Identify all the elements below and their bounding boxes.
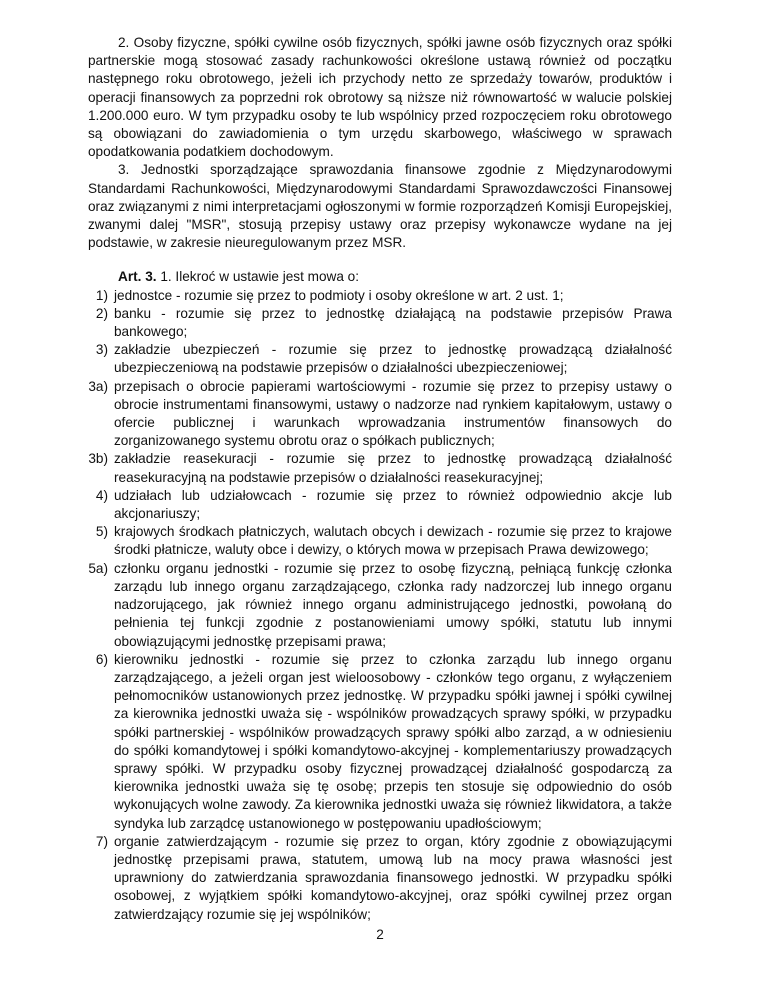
list-item-text: organie zatwierdzającym - rozumie się przez to organ, który zgodnie z obowiązującymi jednostkę przepisami prawa, statutem, umową lub na mocy prawa własności jest uprawniony do zatwierdzania sprawozdania finansowego jednostki. W przypadku spółki osobowej, z wyjątkiem spółki komandytowo-akcyjnej, oraz spółki cywilnej przez organ zatwierdzający rozumie się jej wspólników;: [114, 833, 672, 922]
list-item: [88, 305, 672, 341]
list-item-text: jednostce - rozumie się przez to podmioty i osoby określone w art. 2 ust. 1;: [114, 287, 564, 303]
list-item: [88, 378, 672, 451]
list-item-number: 3a): [88, 378, 108, 394]
list-item-number: 3): [95, 342, 108, 358]
list-item-text: krajowych środkach płatniczych, walutach obcych i dewizach - rozumie się przez to krajowe środki płatnicze, waluty obce i dewizy, o których mowa w przepisach Prawa dewizowego;: [114, 524, 672, 558]
list-item: [88, 450, 672, 486]
list-item: [88, 341, 672, 377]
paragraph-2: 2. Osoby fizyczne, spółki cywilne osób fizycznych, spółki jawne osób fizycznych oraz spółki partnerskie mogą stosować zasady rachunkowości określone ustawą również od początku następnego roku obrotowego, jeżeli ich przychody netto ze sprzedaży towarów, produktów i operacji finansowych za poprzedni rok obrotowy są niższe niż równowartość w walucie polskiej 1.200.000 euro. W tym przypadku osoby te lub wspólnicy przed rozpoczęciem roku obrotowego są obowiązani do zawiadomienia o tym urzędu skarbowego, właściwego w sprawach opodatkowania podatkiem dochodowym.: [88, 35, 672, 160]
list-item-text: zakładzie ubezpieczeń - rozumie się przez to jednostkę prowadzącą działalność ubezpieczeniową na podstawie przepisów o działalności ubezpieczeniowej;: [114, 342, 672, 376]
list-item-number: 5a): [88, 560, 108, 576]
list-item-number: 6): [95, 651, 108, 667]
list-item-text: kierowniku jednostki - rozumie się przez to członka zarządu lub innego organu zarządzającego, a jeżeli organ jest wieloosobowy - członków tego organu, z wyłączeniem pełnomocników ustanowionych przez jednostkę. W przypadku spółki jawnej i spółki cywilnej za kierownika jednostki uważa się - wspólników prowadzących sprawy spółki, w przypadku spółki partnerskiej - wspólników prowadzących sprawy spółki albo zarząd, a w odniesieniu do spółki komandytowej i spółki komandytowo-akcyjnej - komplementariuszy prowadzących sprawy spółki. W przypadku osoby fizycznej prowadzącej działalność gospodarczą za kierownika jednostki uważa się tę osobę; przepis ten stosuje się odpowiednio do osób wykonujących wolne zawody. Za kierownika jednostki uważa się również likwidatora, a także syndyka lub zarządcę ustanowionego w postępowaniu upadłościowym;: [114, 651, 672, 831]
article-label: Art. 3.: [118, 269, 157, 285]
page-number: 2: [376, 927, 384, 942]
list-item-number: 2): [95, 305, 108, 321]
list-item-number: 7): [95, 833, 108, 849]
list-item-text: przepisach o obrocie papierami wartościowymi - rozumie się przez to przepisy ustawy o obrocie instrumentami finansowymi, ustawy o nadzorze nad rynkiem kapitałowym, ustawy o ofercie publicznej i warunkach wprowadzania instrumentów finansowych do zorganizowanego systemu obrotu oraz o spółkach publicznych;: [114, 378, 672, 449]
article-intro: 1. Ilekroć w ustawie jest mowa o:: [160, 269, 360, 285]
list-item-number: 1): [95, 287, 108, 303]
list-item-text: członku organu jednostki - rozumie się przez to osobę fizyczną, pełniącą funkcję członka zarządu lub innego organu zarządzającego, członka rady nadzorczej lub innego organu nadzorującego, jak również innego organu administrującego jednostki, powołaną do pełnienia tej funkcji zgodnie z postanowieniami umowy spółki, statutu lub innymi obowiązującymi jednostkę przepisami prawa;: [114, 560, 672, 649]
list-item: [88, 523, 672, 559]
list-item-text: zakładzie reasekuracji - rozumie się przez to jednostkę prowadzącą działalność reasekuracyjną na podstawie przepisów o działalności reasekuracyjnej;: [114, 451, 672, 485]
article-heading: [88, 268, 672, 286]
list-item-number: 3b): [88, 451, 108, 467]
list-item: [88, 651, 672, 833]
list-item-text: banku - rozumie się przez to jednostkę działającą na podstawie przepisów Prawa bankowego;: [114, 305, 672, 340]
list-item-number: 4): [95, 487, 108, 503]
paragraph-3: 3. Jednostki sporządzające sprawozdania finansowe zgodnie z Międzynarodowymi Standardami Rachunkowości, Międzynarodowymi Standardami Sprawozdawczości Finansowej oraz związanymi z nimi interpretacjami ogłoszonymi w formie rozporządzeń Komisji Europejskiej, zwanymi dalej "MSR", stosują przepisy ustawy oraz przepisy wykonawcze wydane na jej podstawie, w zakresie nieuregulowanym przez MSR.: [88, 162, 672, 251]
list-item-text: udziałach lub udziałowcach - rozumie się przez to również odpowiednio akcje lub akcjonariuszy;: [114, 487, 672, 522]
list-item: [88, 287, 672, 305]
list-item: [88, 560, 672, 651]
page-content: [88, 34, 672, 924]
list-item: [88, 833, 672, 924]
list-item: [88, 487, 672, 523]
list-item-number: 5): [95, 524, 108, 540]
